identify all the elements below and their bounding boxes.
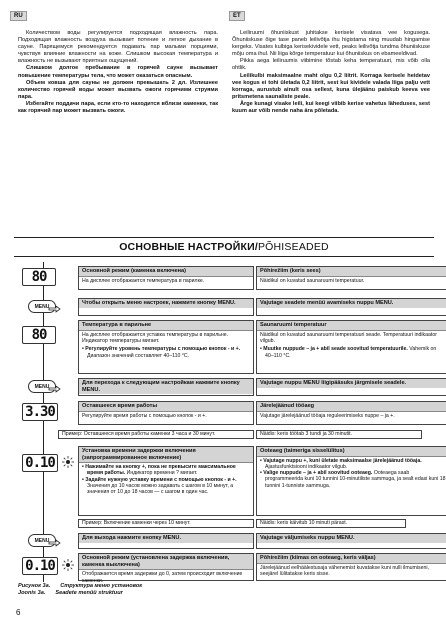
row-next-setting [22, 378, 434, 396]
info-box-et: Põhirežiim (kiimas on ooteaeg, keris väljas) Järelejäänud eelhäälestusaja vähenemist kuvatakse kuni nulli ilmumiseni, seejärel lülitatakse keris sisse. [256, 553, 446, 581]
display-panel: 0.10 [22, 454, 58, 472]
row-main-mode-delay [22, 553, 434, 584]
menu-button[interactable]: MENU [28, 300, 56, 313]
row-main-mode [22, 266, 434, 290]
paragraph: Pikka aega leiliruumis viibimine tõstab keha temperatuuri, mis võib olla ohtlik. [232, 58, 430, 72]
paragraph: Слишком долгое пребывание в горячей сауне вызывает повышение температуры тела, что может оказаться опасным. [18, 65, 218, 79]
row-exit-menu [22, 533, 434, 549]
row-delay-time [22, 446, 446, 530]
paragraph: Leiliruumi õhuniiskust juhitakse kerisele visatava vee kogusega. Õhuniiskuse õige tase paneb leilivõtja ihu higistama ning muudab hingamise kergeks. Visates kulbiga kerisekividele vett, peaks leilivõtja tundma õhuniiskuse mõju oma ihul. Nii liiga kõrge temperatuur kui õhuniiskus on ebameeldivad. [232, 30, 430, 58]
row-open-menu [22, 298, 434, 316]
paragraph: Избегайте поддачи пара, если кто-то находится вблизи каменки, так как горячий пар может вызвать ожоги. [18, 100, 218, 115]
info-box-ru: Температура в парильне На дисплее отображается уставка температуры в парильне. Индикатор температуры мигает. • Регулируйте уровень температуры с помощью кнопок - и +. Диапазон значений составляет 40–110 °C. [78, 320, 254, 374]
figure-caption: Рисунок 3а. Структура меню установок Joonis 3a. Seadete menüü struktuur [18, 583, 143, 596]
info-box-ru: Основной режим (каменка включена) На дисплее отображается температура в парилке. [78, 266, 254, 290]
paragraph: Ärge kunagi visake leili, kui keegi viibib kerise vahetus läheduses, sest kuum aur võib nende naha ära põletada. [232, 100, 430, 115]
paragraph: Количеством воды регулируется подходящая влажность пара. Подходящая влажность воздуха вызывает потение и легкое дыхание в сауне. Парящемуся рекомендуется подавать пар малыми порциями, чувствуя влияние влажности на коже. Слишком высокая температура и влажность не вызывают приятных ощущений. [18, 30, 218, 65]
row-remaining-time [22, 401, 434, 441]
paragraph: Объем ковша для сауны не должен превышать 2 дл. Излишнее количество горячей воды может вызвать ожоги горячими струями пара. [18, 79, 218, 100]
info-box-et: Vajutage nuppu MENU liigipääsuks järgmisele seadele. [256, 378, 446, 396]
timer-indicator-icon [62, 559, 74, 571]
example-note-et: Näidis: keris käivitub 10 minuti pärast. [256, 519, 406, 528]
menu-button[interactable]: MENU [28, 380, 56, 393]
row-temperature [22, 320, 437, 374]
info-box-et: Saunaruumi temperatuur Näidikul on kuvatud saunaruumi temperatuuri seade. Temperatuuri indikaator vilgub. • Muutke nuppude – ja + abil seade soovitud temperatuurile. Vahemik on 40–110 °C. [256, 320, 446, 374]
hand-pointer-icon [48, 384, 62, 394]
page-number: 6 [16, 608, 21, 617]
menu-button[interactable]: MENU [28, 534, 56, 547]
text-column-et [232, 30, 430, 115]
info-box-ru: Основной режим (установлена задержка включения, каменка выключена) Отображается время задержки до 0, затем происходит включение каменки. [78, 553, 254, 581]
lang-label-et: ET [229, 11, 245, 21]
info-box-ru: Установка времени задержки включения (запрограммированное включение) • Нажимайте на кнопку +, пока не превысите максимальное время работы. Индикатор времени ? мигает. • Задайте нужную уставку времени с помощью кнопок - и +. Значения до 10 часов можно задавать с шагом в 10 минут, а значения от 10 до 18 часов — с шагом в один час. [78, 446, 254, 516]
lang-label-ru: RU [10, 11, 27, 21]
timer-indicator-icon [62, 456, 74, 468]
info-box-ru: Чтобы открыть меню настроек, нажмите кнопку MENU. [78, 298, 254, 316]
display-panel: 80 [22, 326, 56, 344]
display-panel: 80 [22, 268, 56, 286]
info-box-et: Vajutage väljumiseks nuppu MENU. [256, 533, 446, 549]
info-box-et: Põhirežiim (keris sees) Näidikul on kuvatud saunaruumi temperatuur. [256, 266, 446, 290]
text-column-ru [18, 30, 218, 115]
info-box-et: Järelejäänud tööaeg Vajutage järelejäänud tööaja reguleerimiseks nuppe – ja +. [256, 401, 446, 425]
example-note-et: Näidis: keris töötab 3 tundi ja 30 minutit. [256, 430, 422, 439]
hand-pointer-icon [48, 304, 62, 314]
example-note-ru: Пример: Включение каменки через 10 минут. [78, 519, 254, 528]
display-panel: 0.10 [22, 557, 58, 575]
info-box-et: Vajutage seadete menüü avamiseks nuppu MENU. [256, 298, 446, 316]
paragraph: Leilikulbi maksimaalne maht olgu 0,2 liitrit. Korraga kerisele heidetav vee kogus ei tohi ületada 0,2 liitrit, sest kui kividele valada liiga palju vett korraga, aurustub ainult osa sellest, kuna ülejäänu paiskub keeva vee pritsmetena saunaliste peale. [232, 72, 430, 100]
info-box-ru: Для перехода к следующим настройкам нажмите кнопку MENU. [78, 378, 254, 396]
info-box-ru: Оставшееся время работы Регулируйте время работы с помощью кнопок - и +. [78, 401, 254, 425]
display-panel: 3.30 [22, 403, 58, 421]
section-title: ОСНОВНЫЕ НАСТРОЙКИ/ PÕHISEADED [14, 237, 434, 257]
hand-pointer-icon [48, 538, 62, 548]
example-note-ru: Пример: Оставшееся время работы каменки 3 часа и 30 минут. [58, 430, 254, 439]
info-box-et: Ooteaeg (taimeriga sisselülitus) • Vajutage nuppu +, kuni ületate maksimaalse järelejäänud tööaja. Ajastusfunktsiooni indikaator vilgub. • Valige nuppude – ja + abil soovitud ooteaeg. Ooteaega saab programmeerida kuni 10 tunnini 10-minutiliste sammuga, ja sealt edasi kuni 18 tunnini 1-tunniste sammuga. [256, 446, 446, 516]
info-box-ru: Для выхода нажмите кнопку MENU. [78, 533, 254, 549]
